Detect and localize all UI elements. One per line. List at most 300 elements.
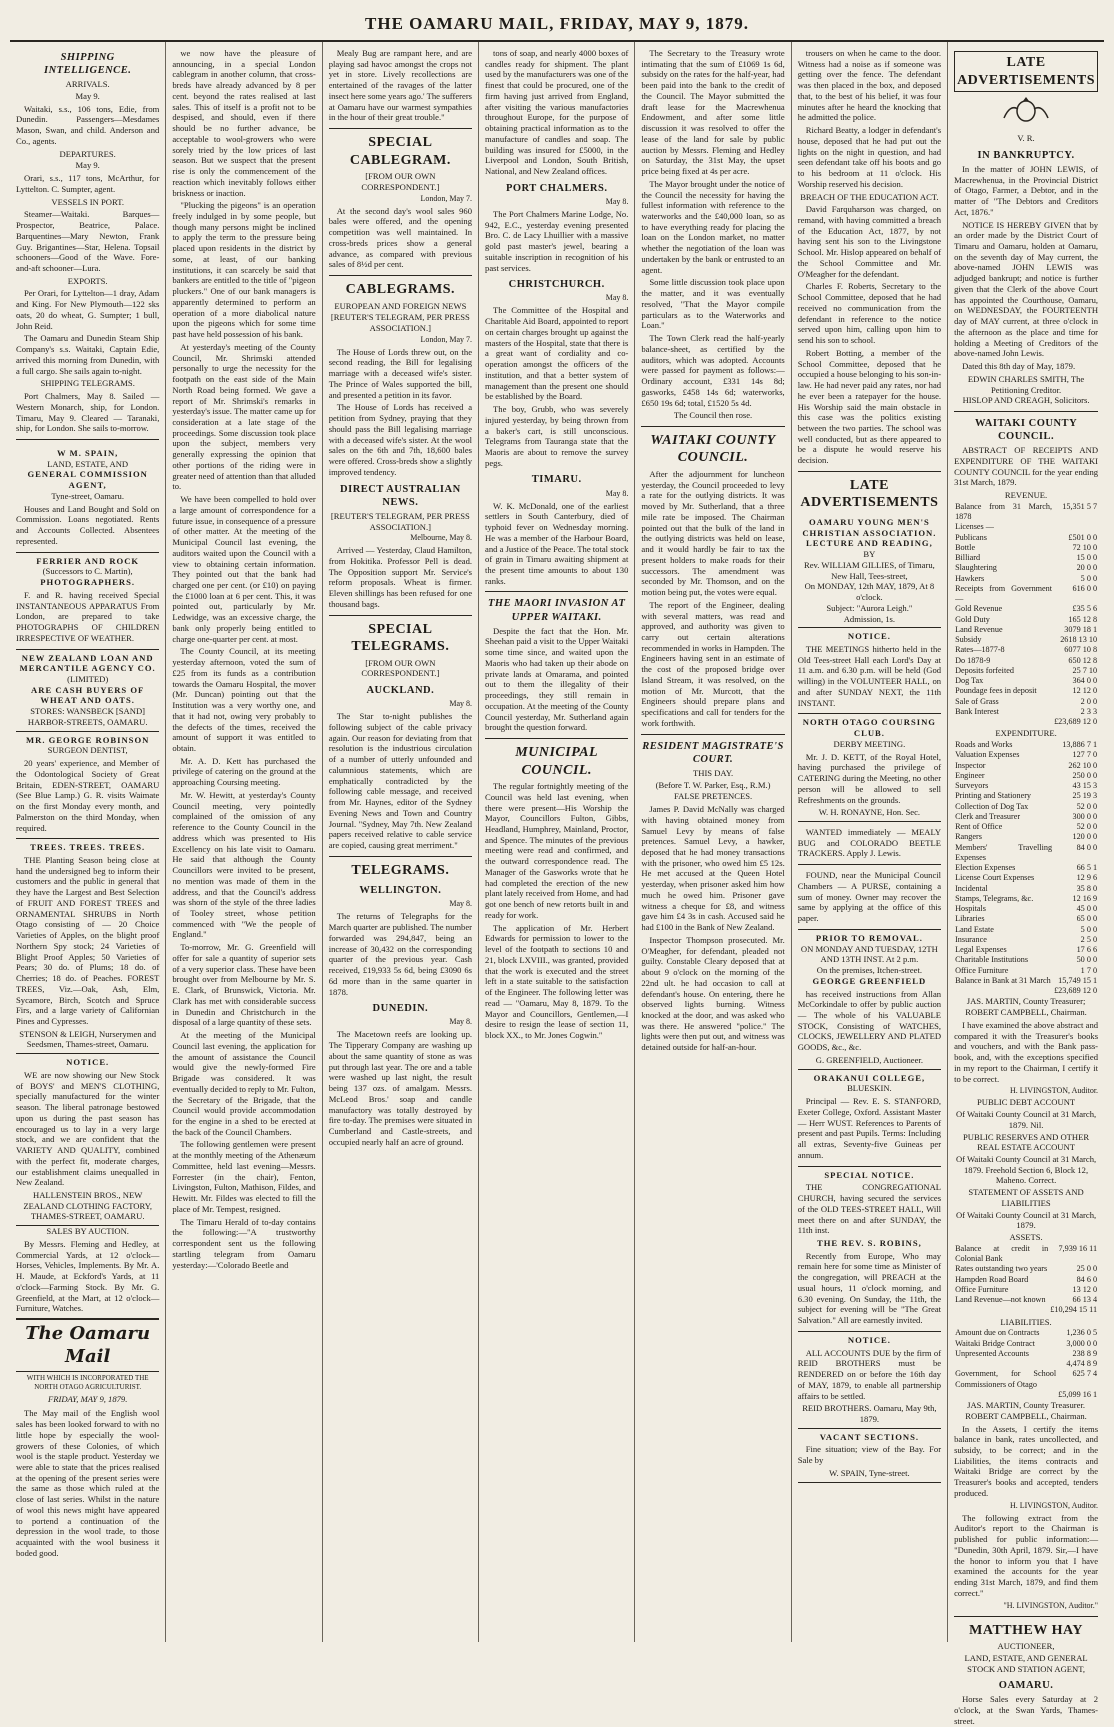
coursing-title: NORTH OTAGO COURSING CLUB. bbox=[802, 717, 936, 739]
table-row bbox=[954, 1264, 1098, 1274]
masthead: THE OAMARU MAIL, FRIDAY, MAY 9, 1879. bbox=[10, 10, 1104, 42]
arrivals-date: May 9. bbox=[75, 90, 100, 101]
account-item: Bank Interest bbox=[955, 706, 999, 716]
trees-sign: STENSON & LEIGH, Nurserymen and Seedsmen, Thames-street, Oamaru. bbox=[19, 1028, 157, 1050]
account-amount: 43 15 3 bbox=[1072, 781, 1098, 791]
account-item: Rates outstanding two years bbox=[955, 1264, 1048, 1274]
robinson-title: MR. GEORGE ROBINSON bbox=[26, 734, 150, 745]
divider bbox=[798, 471, 941, 472]
nz-limited: (LIMITED) bbox=[67, 673, 109, 684]
account-amount: 17 6 6 bbox=[1076, 945, 1098, 955]
auckland-heading: AUCKLAND. bbox=[366, 685, 435, 697]
account-amount: 65 0 0 bbox=[1076, 914, 1098, 924]
table-row bbox=[954, 863, 1098, 873]
table-row bbox=[954, 563, 1098, 573]
auditor-sign: H. LIVINGSTON, Auditor. bbox=[1009, 1086, 1099, 1096]
debt-title: PUBLIC DEBT ACCOUNT bbox=[976, 1097, 1076, 1108]
table-row bbox=[954, 812, 1098, 822]
shipping-heading: SHIPPING INTELLIGENCE. bbox=[44, 52, 132, 77]
account-amount: 4,474 8 9 bbox=[1066, 1359, 1098, 1369]
direct-news-place: Melbourne, May 8. bbox=[410, 533, 473, 543]
account-item: Engineer bbox=[955, 770, 985, 780]
robinson-advert bbox=[16, 732, 159, 840]
chairman-sign-2: ROBERT CAMPBELL, Chairman. bbox=[965, 1410, 1087, 1421]
matthew-hay-note: Horse Sales every Saturday at 2 o'clock, at the Swan Yards, Thames-street. bbox=[954, 1694, 1099, 1726]
treasurer-sign: JAS. MARTIN, County Treasurer; bbox=[966, 996, 1086, 1007]
table-row bbox=[954, 697, 1098, 707]
lecture-by: BY bbox=[863, 549, 876, 560]
assets-text: Of Waitaki County Council at 31 March, 1879. bbox=[955, 1209, 1097, 1231]
table-row bbox=[954, 822, 1098, 832]
nz-buyers: ARE CASH BUYERS OF WHEAT AND OATS. bbox=[31, 684, 145, 706]
ferrier-text: F. and R. having received Special INSTANTANEOUS APPARATUS From London, are prepared to take PHOTOGRAPHS OF CHILDREN IRRESPECTIVE OF WEATHER. bbox=[16, 589, 160, 643]
table-row bbox=[954, 645, 1098, 655]
account-amount: 5 0 0 bbox=[1080, 924, 1098, 934]
account-amount: 15 0 0 bbox=[1076, 553, 1098, 563]
table-row bbox=[954, 543, 1098, 553]
magistrate-continued: trousers on when he came to the door. Witness had a noise as if someone was getting over the fence. The defendant was then placed in the box, and deposed that, to the best of his belief, it was four minutes after he heard the knocking that he admitted the police. bbox=[797, 48, 942, 123]
table-row bbox=[954, 1328, 1098, 1338]
account-item: Roads and Works bbox=[955, 740, 1013, 750]
account-item: Unpresented Accounts bbox=[955, 1348, 1029, 1358]
account-item bbox=[954, 986, 1053, 996]
nz-title: NEW ZEALAND LOAN AND bbox=[21, 652, 154, 663]
table-row bbox=[954, 686, 1098, 696]
footpath-text: At yesterday's meeting of the County Council, Mr. Shrimski attended personally to urge the necessity for the footpath on the east side of the Main North Road being formed. We gave a report of Mr. Shrimski's remarks in yesterday's issue. The matter came up for consideration at a late stage of the proceedings. Some discussion took place upon the subject, members very generally expressing the opinion that other portions of the riding were in greater need of attention than that alluded to. bbox=[172, 341, 316, 492]
accounts-notice-text: ALL ACCOUNTS DUE by the firm of REID BROTHERS must be RENDERED on or before the 16th day of MAY, 1879, to enable all partnership affairs to be settled. bbox=[797, 1347, 942, 1401]
account-item: Poundage fees in deposit bbox=[955, 686, 1037, 696]
spain-sub: LAND, ESTATE, AND bbox=[47, 458, 129, 469]
newspaper-page bbox=[10, 10, 1104, 1726]
table-row bbox=[954, 553, 1098, 563]
meetings-notice bbox=[798, 628, 941, 714]
expenditure-label: EXPENDITURE. bbox=[995, 728, 1057, 739]
robins-text: Recently from Europe, Who may remain here for some time as Minister of the congregation, will PREACH at the usual hours, 11 o'clock morning, and 6.30 evening. On Sunday, the 11th, the subject for evening will be "The Great Salvation." All are earnestly invited. bbox=[797, 1250, 942, 1326]
leader-text: The May mail of the English wool sales has been looked forward to with no little hope by especially the wool-growers of these Colonies, of which wool is the staple product. Yesterday we were able to state that the prices realised at the opening of the present series were the same as those which ruled at the close of last series. Whilst in the nature of wool this news might have appeared to portend a continuation of the depression in the wool trade, to those acquainted with the wool business it boded good. bbox=[16, 1408, 160, 1558]
assets-title: STATEMENT OF ASSETS AND LIABILITIES bbox=[968, 1187, 1084, 1208]
account-item: Legal Expenses bbox=[955, 945, 1007, 955]
matthew-hay-place: OAMARU. bbox=[998, 1680, 1054, 1692]
college-place: BLUESKIN. bbox=[847, 1083, 892, 1094]
direct-news-text: Arrived — Yesterday, Claud Hamilton, from Hokitika. Professor Pell is dead. The Opposition support Mr. Service's reform proposals. Wheat is firmer. Eleven shillings has been refused for one thousand bags. bbox=[328, 545, 473, 609]
account-amount: 13,886 7 1 bbox=[1062, 740, 1098, 750]
table-row bbox=[954, 945, 1098, 955]
lecture-admission: Admission, 1s. bbox=[843, 613, 896, 624]
account-amount: 3079 18 1 bbox=[1064, 624, 1098, 634]
table-row bbox=[954, 1339, 1098, 1349]
account-item: Balance in Bank at 31 March bbox=[955, 975, 1051, 985]
port-chalmers-date: May 8. bbox=[605, 196, 629, 206]
assets-label: ASSETS. bbox=[1009, 1232, 1043, 1243]
accounts-notice-title: NOTICE. bbox=[847, 1334, 891, 1345]
christchurch-text-2: The boy, Grubb, who was severely injured yesterday, by being thrown from a baker's cart, is still unconscious. Telegrams from Tauranga state that the Maoris are about to remove the survey pegs. bbox=[485, 404, 629, 468]
divider bbox=[329, 275, 472, 276]
port-chalmers-heading: PORT CHALMERS. bbox=[505, 182, 608, 194]
shipping-telegrams-heading: SHIPPING TELEGRAMS. bbox=[40, 378, 135, 389]
table-row bbox=[954, 1244, 1098, 1265]
wellington-date: May 8. bbox=[449, 899, 473, 909]
education-breach-text: David Farquharson was charged, on remand, with having committed a breach of the Education Act, 1877, by not having sent his son to the Livingstone School. Mr. Hislop appeared on behalf of the School Committee and Mr. O'Meagher for the defendant. bbox=[797, 204, 942, 279]
cablegrams-heading: CABLEGRAMS. bbox=[345, 282, 456, 298]
table-row bbox=[954, 873, 1098, 883]
account-amount: 72 10 0 bbox=[1072, 542, 1098, 552]
account-item: Sale of Grass bbox=[955, 696, 999, 706]
table-row bbox=[954, 1305, 1098, 1315]
account-item: Election Expenses bbox=[955, 863, 1016, 873]
athenaeum-note: The following gentlemen were present at the monthly meeting of the Athenæum Committee, held last evening—Messrs. Forrester (in the chair), Fenton, Livingston, Fulton, Mathison, Fildes, and Hewitt. Mr. Fildes was elected to fill the place of Mr. Tempest, resigned. bbox=[172, 1139, 316, 1214]
exports-text: Per Orari, for Lyttelton—1 dray, Adam and King. For New Plymouth—122 sks oats, 20 do wheat, G. Sumpter; 1 bull, John Reid. bbox=[16, 288, 160, 331]
account-item: Land Estate bbox=[955, 924, 994, 934]
table-row bbox=[954, 502, 1098, 523]
waitaki-council-heading: WAITAKI COUNTY COUNCIL. bbox=[650, 432, 776, 466]
account-amount: 1 7 0 bbox=[1080, 965, 1098, 975]
account-amount: 35 8 0 bbox=[1076, 883, 1098, 893]
table-row bbox=[954, 656, 1098, 666]
account-item: Receipts from Government— bbox=[955, 583, 1053, 604]
clothing-notice bbox=[16, 1054, 159, 1226]
account-item: Subsidy bbox=[955, 635, 982, 645]
bankruptcy-heading: IN BANKRUPTCY. bbox=[977, 149, 1075, 161]
table-row bbox=[954, 676, 1098, 686]
table-row bbox=[954, 791, 1098, 801]
shipping-telegrams-text: Port Chalmers, May 8. Sailed — Western Monarch, ship, for London. Timaru, May 9. Cleared — Taranaki, ship, for London. She sails to-morrow. bbox=[16, 391, 160, 434]
municipal-note: We have been compelled to hold over a large amount of correspondence for a future issue, in consequence of a pressure of other matter. At the meeting of the Municipal Council last evening, the auditors waited upon the Council with a view to obtaining certain information. They pointed out that the bank had charged one per cent. (or £10) on paying the £1000 loan at 6 per cent. This, it was pointed out, particularly by Mr. Ledwidge, was an excessive charge, the bank only properly being entitled to charge one-quarter per cent. at most. bbox=[172, 494, 316, 644]
account-item: Insurance bbox=[955, 934, 987, 944]
dunedin-text: The Macetown reefs are looking up. The Tipperary Company are washing up about the same quantity of stone as was put through last year. The ore and a table were washed up last night, the result being 137 ozs. of amalgam. Messrs. McLeod Bros.' soap and candle manufactory was totally destroyed by fire to-day. The premises were situated in Cumberland and Castle-streets, and occupied nearly half an acre of ground. bbox=[328, 1029, 473, 1147]
account-amount: £23,689 12 0 bbox=[1054, 986, 1098, 996]
auditor-sign-2: H. LIVINGSTON, Auditor. bbox=[1009, 1500, 1099, 1510]
reserves-text: Of Waitaki County Council at 31 March, 1879. Freehold Section 6, Block 12, Maheno. Correct. bbox=[955, 1153, 1097, 1186]
account-amount: 66 13 4 bbox=[1072, 1295, 1098, 1305]
greenfield-text: has received instructions from Allan McCorkindale to offer by public auction — The whole of his VALUABLE STOCK, Consisting of WATCHES, CLOCKS, JEWELLERY AND PLATED GOODS, &c., &c. bbox=[797, 988, 942, 1053]
hewitt-note: Mr. W. Hewitt, at yesterday's County Council meeting, very pointedly complained of the omission of any reference to the County Council in the address which was presented to His Excellency on his late visit to Oamaru. He said that although the County Councillors were invited to be present, no mention was made of them in the address, and that the Council's address was shorn of the style of the three ladies of Tooley street, whose petition commenced with "We the people of England." bbox=[172, 789, 316, 940]
timaru-date: May 8. bbox=[605, 488, 629, 498]
removal-place: On the premises, Itchen-street. bbox=[816, 965, 923, 976]
account-item: Publicans bbox=[955, 532, 987, 542]
christchurch-date: May 8. bbox=[605, 293, 629, 303]
table-row bbox=[954, 1295, 1098, 1305]
account-item: Libraries bbox=[955, 914, 985, 924]
derby-title: DERBY MEETING. bbox=[833, 738, 906, 749]
bankruptcy-sign: EDWIN CHARLES SMITH, The Petitioning Creditor. bbox=[967, 373, 1085, 395]
loan-text: Some little discussion took place upon the matter, and it was eventually resolved, "That the Mayor compile particulars as to the Waterworks and Loan." bbox=[641, 277, 785, 331]
greenfield-title: GEORGE GREENFIELD bbox=[812, 975, 927, 986]
exports-heading: EXPORTS. bbox=[67, 275, 108, 286]
arrivals-text: Waitaki, s.s., 106 tons, Edie, from Dunedin. Passengers—Mesdames Mason, Swan, and child. Anderson and Co., agents. bbox=[16, 103, 160, 146]
beetle-text: Mealy Bug are rampant here, and are playing sad havoc amongst the crops not yet in store. Lively recollections are entertained of the ravages of the latter insect here some years ago.' The sufferers at Oamaru have our warmest sympathies in the hour of their great trouble." bbox=[328, 48, 473, 123]
magistrate-court-heading: RESIDENT MAGISTRATE'S COURT. bbox=[642, 740, 784, 765]
account-amount: 20 0 0 bbox=[1076, 563, 1098, 573]
account-item: Hawkers bbox=[955, 573, 985, 583]
special-telegrams-from: [FROM OUR OWN CORRESPONDENT.] bbox=[361, 657, 440, 679]
account-amount: 66 5 1 bbox=[1076, 863, 1098, 873]
vessels-text: Steamer—Waitaki. Barques—Prospector, Beatrice, Palace. Barquentines—Mary Newton, Frank Guy. Brigantines—Star, Helena. Topsail schooners—Good of the Wave. Fore-and-aft schooner—Lura. bbox=[16, 209, 160, 273]
maori-invasion-text: Despite the fact that the Hon. Mr. Sheehan paid a visit to the Upper Waitaki some time since, and waited upon the Maoris who had taken up their abode on private lands at Omarama, and pointed out to them the illegality of their proceedings, they still remain in occupation. At the meeting of the County Council yesterday, Mr. Sutherland again brought the question forward. bbox=[485, 625, 629, 733]
royal-arms-icon bbox=[954, 94, 1098, 131]
matthew-hay-title: MATTHEW HAY bbox=[969, 1622, 1083, 1638]
table-row bbox=[954, 1275, 1098, 1285]
found-text: FOUND, near the Municipal Council Chambers — A PURSE, containing a sum of money. Owner may recover the same by applying at the office of this paper. bbox=[797, 870, 942, 924]
account-item: Rates—1877-8 bbox=[955, 645, 1005, 655]
account-amount: 12 12 0 bbox=[1072, 686, 1098, 696]
cablegram-place: London, May 7. bbox=[420, 193, 473, 203]
lecture-place: New Hall, Tees-street, bbox=[831, 570, 908, 581]
meetings-notice-title: NOTICE. bbox=[847, 631, 891, 642]
table-row bbox=[954, 1349, 1098, 1359]
hospital-note: The County Council, at its meeting yesterday afternoon, voted the sum of £25 from its funds as a contribution towards the Oamaru Hospital, the mover (Mr. Duncan) pointing out that the Institution was a very worthy one, and that it had not, owing very probably to the defects of the times, received the amount of support it was entitled to obtain. bbox=[172, 646, 316, 753]
account-amount: 2 3 3 bbox=[1080, 706, 1098, 716]
assets-table bbox=[954, 1244, 1098, 1316]
table-row bbox=[954, 966, 1098, 976]
account-amount: £35 5 6 bbox=[1072, 604, 1098, 614]
account-item: Collection of Dog Tax bbox=[955, 801, 1029, 811]
church-advert bbox=[798, 1167, 941, 1332]
departures-date: May 9. bbox=[75, 160, 100, 171]
column-2 bbox=[166, 42, 322, 1642]
derby-text: Mr. J. D. KETT, of the Royal Hotel, having purchased the privilege of CATERING during the Meeting, no other person will be allowed to sell Refreshments on the grounds. bbox=[797, 751, 942, 805]
table-row bbox=[954, 666, 1098, 676]
spain-advert bbox=[16, 445, 159, 553]
account-item: Inspector bbox=[955, 760, 986, 770]
table-row bbox=[954, 802, 1098, 812]
table-row bbox=[954, 750, 1098, 760]
account-item: Dog Tax bbox=[955, 676, 984, 686]
clothing-notice-title: NOTICE. bbox=[66, 1057, 110, 1068]
table-row bbox=[954, 904, 1098, 914]
divider bbox=[641, 734, 784, 735]
account-item: Government, for School Commissioners of Otago bbox=[955, 1369, 1057, 1389]
account-item: Amount due on Contracts bbox=[955, 1328, 1040, 1338]
auckland-text: The Star to-night publishes the following subject of the cable privacy again. Our reason for deviating from that resolution is the industrious circulation of a number of utterly unfounded and calumnious statements, which are emphatically contradicted by the following cable message, and received from Mr. Haynes, editor of the Sydney Evening News and Town and Country Journal. "Sydney, May 7th. New Zealand papers received relative to cable service are copied, causing great merriment." bbox=[328, 711, 473, 851]
extract-text: The following extract from the Auditor's report to the Chairman is published for public information:— "Dunedin, 30th April, 1879. Sir,—I have the honor to inform you that I have examined the accounts for the year ending 31st March, 1879, and find them correct." bbox=[954, 1512, 1099, 1598]
columns bbox=[10, 42, 1104, 1726]
abstract-text: ABSTRACT OF RECEIPTS AND EXPENDITURE OF THE WAITAKI COUNTY COUNCIL for the year ending 31st March, 1879. bbox=[954, 445, 1099, 488]
timaru-text: W. K. McDonald, one of the earliest settlers in South Canterbury, died of typhoid fever on Wednesday morning. He was a member of the Harbour Board, and a Justice of the Peace. The total stock of grain in Timaru awaiting shipment at the present time amounts to about 130 ranks. bbox=[485, 500, 629, 586]
accounts-notice bbox=[798, 1332, 941, 1429]
dunedin-heading: DUNEDIN. bbox=[372, 1003, 429, 1015]
divider bbox=[329, 128, 472, 129]
divider bbox=[329, 615, 472, 616]
account-item: Charitable Institutions bbox=[955, 955, 1029, 965]
account-item bbox=[954, 1359, 1057, 1369]
table-row bbox=[954, 615, 1098, 625]
table-row bbox=[954, 884, 1098, 894]
nz-loan-advert bbox=[16, 650, 159, 732]
account-amount: 238 8 9 bbox=[1072, 1348, 1098, 1358]
chairman-sign: ROBERT CAMPBELL, Chairman. bbox=[965, 1007, 1087, 1018]
revenue-label: REVENUE. bbox=[1004, 490, 1048, 501]
steam-note: The Oamaru and Dunedin Steam Ship Company's s.s. Waitaki, Captain Edie, arrived this morning from Dunedin, with a full cargo. She sails again to-night. bbox=[16, 333, 160, 376]
assets-note: In the Assets, I certify the items balance in bank, rates uncollected, and subsidy, to be correct; and in the Liabilities, the items contracts and Waitaki Bridge are correct by the Treasurer's books and accepted, tenders produced. bbox=[954, 1423, 1099, 1498]
table-row bbox=[954, 1359, 1098, 1369]
table-row bbox=[954, 740, 1098, 750]
church-text: THE CONGREGATIONAL CHURCH, having secured the services of the OLD TEES-STREET HALL, Will meet there on and after SUNDAY, the 11th inst. bbox=[797, 1182, 942, 1236]
wellington-text: The returns of Telegraphs for the March quarter are published. The number forwarded was 294,847, being an increase of 30,432 on the corresponding quarter of the previous year. Cash received, £19,933 5s 6d, being £3090 6s 6d more than in the same quarter in 1878. bbox=[328, 911, 473, 997]
account-amount: 84 6 0 bbox=[1076, 1274, 1098, 1284]
column-7 bbox=[948, 42, 1104, 1726]
waitaki-council-text: After the adjournment for luncheon yesterday, the Council proceeded to levy a rate for the outlying districts. It was moved by Mr. Sutherland, that a three mile rate be imposed. The Chairman pointed out that the bulk of the land in the outlying districts was held on lease, and it would hardly be fair to tax the present holders to make roads for their successors. The amendment was seconded by Mr. Thomson, and on the motion being put, the votes were equal. bbox=[641, 468, 785, 598]
table-row bbox=[954, 914, 1098, 924]
column-1 bbox=[10, 42, 166, 1642]
paper-subtitle: WITH WHICH IS INCORPORATED THE NORTH OTAGO AGRICULTURIST. bbox=[26, 1374, 149, 1391]
lecture-subject: Subject: "Aurora Leigh." bbox=[826, 602, 913, 613]
engineer-report-text: The report of the Engineer, dealing with several matters, was read and approved, and authority was given to carry out certain alterations recommended in works in Hampden. The Engineers having sent in an estimate of the cost of the proposed bridge over Island Stream, it was resolved, on the motion of Mr. Murcott, that the Engineers should prepare plans and specifications and call for tenders for the work forthwith. bbox=[641, 599, 785, 728]
account-amount: 2 5 0 bbox=[1080, 934, 1098, 944]
arms-label: V. R. bbox=[1017, 133, 1035, 143]
table-row bbox=[954, 935, 1098, 945]
trees-text: THE Planting Season being close at hand the undersigned beg to inform their customers and the public in general that they have the Largest and Best Selection of FRUIT AND FOREST TREES and ORNAMENTAL SHRUBS in North Otago consisting of — 20 Choice Varieties of Apples, on the blight proof Northern Spy stock; 24 Varieties of Blight Proof Apples; 50 Varieties of Pears; 30 do. of Plums; 18 do. of Cherries; 18 do. of Peaches. FOREST TREES, Viz.—Oak, Ash, Elm, Sycamore, Birch, Scotch and Spruce Firs, and a large variety of Californian Pines and Cypresses. bbox=[16, 854, 160, 1026]
waitaki-accounts-heading: WAITAKI COUNTY COUNCIL. bbox=[974, 418, 1078, 443]
divider bbox=[16, 439, 159, 440]
cablegrams-sub: EUROPEAN AND FOREIGN NEWS bbox=[334, 300, 467, 311]
removal-title: PRIOR TO REMOVAL. bbox=[815, 932, 923, 943]
account-item: Land Revenue bbox=[955, 624, 1003, 634]
account-item: Gold Revenue bbox=[955, 604, 1003, 614]
ferrier-sub: (Successors to C. Martin), bbox=[42, 566, 133, 577]
clothing-notice-sign: HALLENSTEIN BROS., NEW ZEALAND CLOTHING FACTORY, THAMES-STREET, OAMARU. bbox=[23, 1190, 152, 1222]
table-row bbox=[954, 1369, 1098, 1390]
direct-news-heading: DIRECT AUSTRALIAN NEWS. bbox=[340, 483, 461, 508]
robinson-text: 20 years' experience, and Member of the Odontological Society of Great Britain, EDEN-STREET, OAMARU (See Blue Lamp.) G. R. visits Waimate on the first Monday every month, and Palmerston on the third Monday, when required. bbox=[16, 758, 160, 833]
lecture-title: LECTURE AND READING, bbox=[806, 538, 933, 549]
account-item: Surveyors bbox=[955, 781, 989, 791]
ymca-title: OAMARU YOUNG MEN'S CHRISTIAN ASSOCIATION. bbox=[802, 516, 937, 538]
account-item: Do 1878-9 bbox=[955, 655, 991, 665]
account-amount: 6077 10 8 bbox=[1064, 645, 1098, 655]
cablegram-heading: SPECIAL CABLEGRAM. bbox=[349, 135, 451, 168]
account-amount: 3,000 0 0 bbox=[1066, 1338, 1098, 1348]
dunedin-date: May 8. bbox=[449, 1017, 473, 1027]
account-item: Printing and Stationery bbox=[955, 791, 1032, 801]
ferrier-title: FERRIER AND ROCK bbox=[36, 555, 140, 566]
magistrate-text: James P. David McNally was charged with having obtained money from Samuel Levy by means of false pretences. Samuel Levy, a hawker, deposed that he had money transactions with the prisoner, who owed him £5 12s. He met accused at the Queen Hotel yesterday, when prisoner asked him how much he owed him. Prisoner gave witness a cheque for £8, and witness gave him £4 3s in cash. Accused said he had £100 in the Bank of New Zealand. bbox=[641, 804, 785, 933]
liabilities-table bbox=[954, 1328, 1098, 1400]
cablegrams-place: London, May 7. bbox=[420, 334, 473, 344]
table-row bbox=[954, 574, 1098, 584]
divider bbox=[485, 738, 628, 739]
debt-text: Of Waitaki County Council at 31 March, 1879. Nil. bbox=[955, 1109, 1097, 1130]
account-item: Slaughtering bbox=[955, 563, 997, 573]
account-item: Gold Duty bbox=[955, 614, 990, 624]
account-amount: 52 0 0 bbox=[1076, 801, 1098, 811]
account-amount: 52 0 0 bbox=[1076, 822, 1098, 832]
bankruptcy-text: NOTICE IS HEREBY GIVEN that by an order made by the District Court of Timaru and Oamaru, holden at Oamaru, on the seventh day of May current, the above-named JOHN LEWIS was adjudged bankrupt; and notice is further given that the Clerk of the above Court has appointed the Courthouse, Oamaru, on WEDNESDAY, the FOURTEENTH day of MAY current, at three o'clock in the afternoon as the place and time for holding a Meeting of Creditors of the above-named John Lewis. bbox=[954, 219, 1099, 359]
cablegrams-agency: [REUTER'S TELEGRAM, PER PRESS ASSOCIATION.] bbox=[330, 312, 470, 333]
table-row bbox=[954, 635, 1098, 645]
town-clerk-text: The Town Clerk read the half-yearly balance-sheet, as certified by the auditors, which was adopted. Accounts were passed for payment as follows:—Ordinary account, £331 14s 8d; gasworks, £458 14s 6d; waterworks, £650 19s 6d; total, £1520 5s 4d. bbox=[641, 333, 785, 408]
account-item: Billiard bbox=[955, 553, 981, 563]
sales-text: By Messrs. Fleming and Hedley, at Commercial Yards, at 12 o'clock—Horses, Vehicles, Implements. By Mr. A. H. Maude, at Eckford's Yards, at 11 o'clock—Farming Stock. By Mr. G. Greenfield, at the Mart, at 12 o'clock—Furniture, Watches. bbox=[16, 1238, 160, 1314]
account-amount: 12 16 9 bbox=[1072, 893, 1098, 903]
table-row bbox=[954, 717, 1098, 727]
column-4 bbox=[479, 42, 635, 1642]
paper-date: FRIDAY, MAY 9, 1879. bbox=[47, 1393, 128, 1404]
account-amount: 45 0 0 bbox=[1076, 904, 1098, 914]
account-amount: 25 7 10 bbox=[1072, 665, 1098, 675]
divider bbox=[485, 591, 628, 592]
matthew-hay-sub: AUCTIONEER, bbox=[997, 1641, 1055, 1652]
account-item: Incidental bbox=[955, 883, 988, 893]
vacant-title: VACANT SECTIONS. bbox=[819, 1431, 920, 1442]
false-pretences: FALSE PRETENCES. bbox=[673, 791, 753, 802]
account-item bbox=[954, 717, 1053, 727]
spain-title: GENERAL COMMISSION AGENT, bbox=[27, 469, 148, 491]
account-amount: £10,294 15 11 bbox=[1050, 1305, 1098, 1315]
account-item: Balance from 31 March, 1878 bbox=[955, 501, 1053, 522]
account-item: Office Furniture bbox=[955, 965, 1009, 975]
column-6 bbox=[792, 42, 948, 1642]
greenfield-sign: G. GREENFIELD, Auctioneer. bbox=[815, 1054, 923, 1065]
late-ads-heading-right: LATE ADVERTISEMENTS bbox=[954, 51, 1098, 92]
divider bbox=[329, 856, 472, 857]
wellington-heading: WELLINGTON. bbox=[359, 885, 442, 897]
account-item: Clerk and Treasurer bbox=[955, 811, 1021, 821]
sales-heading: SALES BY AUCTION. bbox=[46, 1226, 129, 1237]
fire-brigade-note: At the meeting of the Municipal Council last evening, the application for the amount of assistance the Council would give the newly-formed Fire Brigade was considered. It was eventually decided to reply to Mr. Fulton, the Secretary of the Brigade, that the Council would provide accommodation for the engine in a shed to be erected at the back of the Council Chambers. bbox=[172, 1030, 316, 1137]
vessels-heading: VESSELS IN PORT. bbox=[51, 196, 124, 207]
table-row bbox=[954, 781, 1098, 791]
account-item: Rent of Office bbox=[955, 822, 1003, 832]
christchurch-heading: CHRISTCHURCH. bbox=[508, 279, 605, 291]
account-amount: 25 19 3 bbox=[1072, 791, 1098, 801]
robinson-sub: SURGEON DENTIST, bbox=[47, 745, 128, 756]
accounts-notice-sign: REID BROTHERS. Oamaru, May 9th, 1879. bbox=[802, 1403, 937, 1424]
reserves-title: PUBLIC RESERVES AND OTHER REAL ESTATE ACCOUNT bbox=[963, 1131, 1090, 1153]
lecture-rev: Rev. WILLIAM GILLIES, of Timaru, bbox=[803, 559, 935, 570]
waterworks-text: The Mayor brought under the notice of the Council the necessity for having the fullest information with reference to the waterworks and the £40,000 loan, so as to have everything ready for placing the loan on the London market, no matter whether the negotiation of the loan was undertaken by the bank or entrusted to an agent. bbox=[641, 178, 785, 275]
meetings-notice-text: THE MEETINGS hitherto held in the Old Tees-street Hall each Lord's Day at 11 a.m. and 6.30 p.m. will be held (God willing) in the VOLUNTEER HALL, on and after SUNDAY NEXT, the 11th INSTANT. bbox=[797, 643, 942, 708]
table-row bbox=[954, 986, 1098, 996]
auckland-date: May 8. bbox=[449, 699, 473, 709]
lecture-date: On MONDAY, 12th MAY, 1879, At 8 o'clock. bbox=[804, 581, 935, 603]
telegrams-heading: TELEGRAMS. bbox=[351, 862, 450, 878]
bankruptcy-matter: In the matter of JOHN LEWIS, of Macrewhenua, in the Provincial District of Otago, Farmer, a Debtor, and in the matter of "The Debtors and Creditors Act, 1876." bbox=[954, 163, 1099, 217]
college-text: Principal — Rev. E. S. STANFORD, Exeter College, Oxford. Assistant Master — Herr WUST. References to Parents of present and past Pupils. Terms: Including all extras, Seventy-five Guineas per annum. bbox=[797, 1096, 942, 1160]
magistrate-before: (Before T. W. Parker, Esq., R.M.) bbox=[655, 779, 771, 790]
departures-text: Orari, s.s., 117 tons, McArthur, for Lyttelton. C. Sumpter, agent. bbox=[16, 173, 160, 194]
vacant-sections-advert bbox=[798, 1429, 941, 1483]
account-item: Bottle bbox=[955, 542, 976, 552]
council-rose: The Council then rose. bbox=[673, 410, 753, 421]
nz-sub: MERCANTILE AGENCY CO. bbox=[19, 663, 156, 674]
account-amount: 15,749 15 1 bbox=[1058, 975, 1098, 985]
account-amount: 364 0 0 bbox=[1072, 676, 1098, 686]
account-amount: 127 7 0 bbox=[1072, 750, 1098, 760]
account-amount: £23,689 12 0 bbox=[1054, 717, 1098, 727]
account-amount: 5 0 0 bbox=[1080, 573, 1098, 583]
examined-text: I have examined the above abstract and compared it with the Treasurer's books and vouchers, and with the Bank pass-book, and, with the exceptions specified in my report to the Chairman, I certify it to be correct. bbox=[954, 1019, 1099, 1084]
ferrier-advert bbox=[16, 553, 159, 650]
account-amount: 50 0 0 bbox=[1076, 955, 1098, 965]
table-row bbox=[954, 604, 1098, 614]
wanted-text: WANTED immediately — MEALY BUG and COLORADO BEETLE TRACKERS. Apply J. Lewis. bbox=[797, 827, 942, 859]
robins-title: THE REV. S. ROBINS, bbox=[816, 1237, 922, 1248]
account-item: Deposits forfeited bbox=[955, 665, 1014, 675]
timaru-herald-note: The Timaru Herald of to-day contains the following:—"A trustworthy correspondent sent us the following startling telegram from Oamaru yesterday:—'Colorado Beetle and bbox=[172, 1216, 316, 1270]
column-3 bbox=[323, 42, 479, 1642]
account-item: Licenses — bbox=[955, 522, 994, 532]
port-chalmers-text: The Port Chalmers Marine Lodge, No. 942, E.C., yesterday evening presented Bro. C. de Lacy Lhuillier with a massive gold past master's jewel, bearing a suitable inscription in recognition of his past services. bbox=[485, 208, 629, 273]
this-day: THIS DAY. bbox=[692, 767, 734, 778]
cablegram-text: At the second day's wool sales 960 bales were offered, and the opening competition was well maintained. In cross-breds prices show a general advance, as compared with previous sales of 8½d per cent. bbox=[328, 205, 473, 270]
account-amount: 2 0 0 bbox=[1080, 696, 1098, 706]
account-item: Stamps, Telegrams, &c. bbox=[955, 893, 1034, 903]
account-item: Members' Travelling Expenses bbox=[955, 842, 1053, 862]
wanted-advert bbox=[798, 822, 941, 865]
liabilities-label: LIABILITIES. bbox=[1000, 1316, 1052, 1327]
spain-street: Tyne-street, Oamaru. bbox=[51, 490, 124, 501]
table-row bbox=[954, 1285, 1098, 1295]
